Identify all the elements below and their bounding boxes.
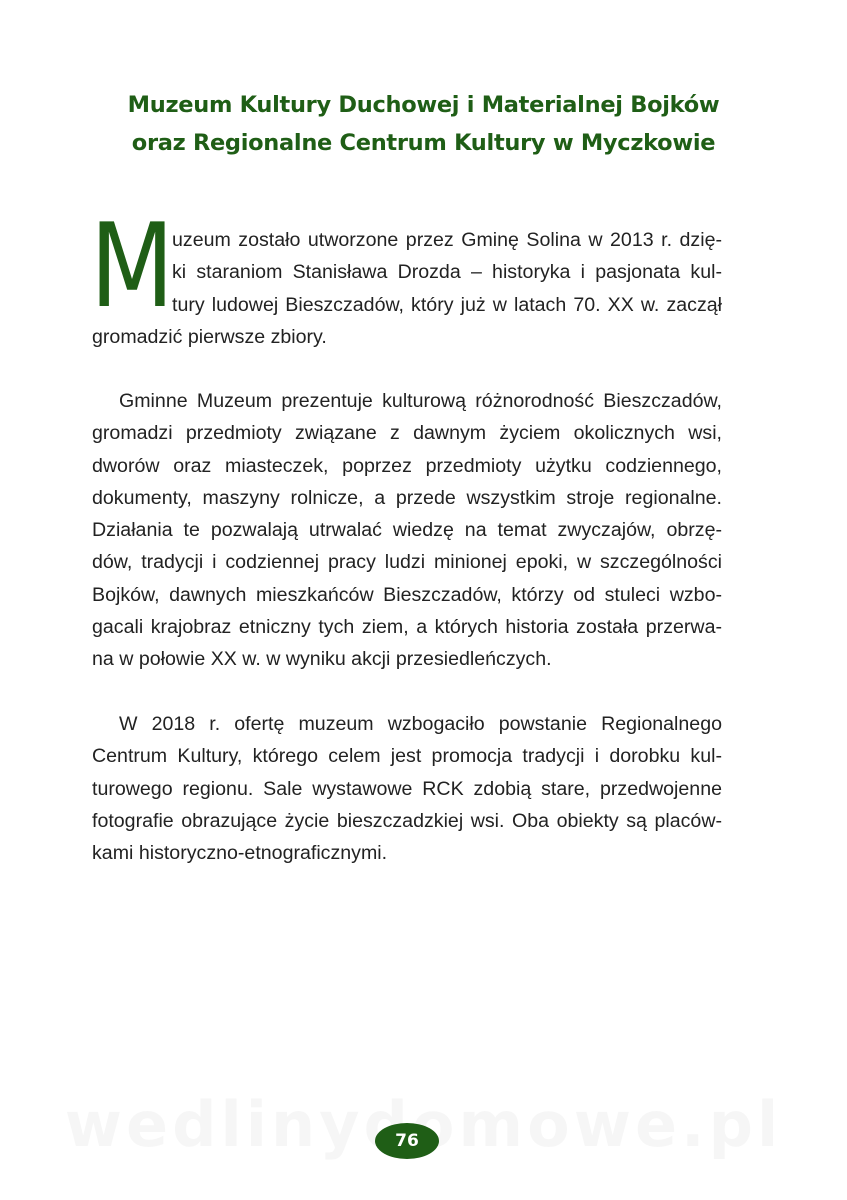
text-line: gromadzi przedmioty związane z dawnym życiem okolicznych wsi, bbox=[92, 422, 722, 445]
text-line: Centrum Kultury, którego celem jest promocja tradycji i dorobku kul- bbox=[92, 745, 722, 768]
text-line: na w połowie XX w. w wyniku akcji przesiedleńczych. bbox=[92, 648, 552, 671]
drop-cap: M bbox=[90, 199, 175, 334]
paragraph-intro bbox=[92, 224, 722, 353]
text-line: Bojków, dawnych mieszkańców Bieszczadów, którzy od stuleci wzbo- bbox=[92, 583, 722, 606]
text-line: W 2018 r. ofertę muzeum wzbogaciło powstanie Regionalnego bbox=[119, 713, 722, 735]
page-title bbox=[60, 86, 787, 162]
text-line: gacali krajobraz etniczny tych ziem, a których historia została przerwa- bbox=[92, 616, 722, 639]
text-line: Działania te pozwalają utrwalać wiedzę na temat zwyczajów, obrzę- bbox=[92, 519, 722, 542]
text-line: kami historyczno-etnograficznymi. bbox=[92, 842, 388, 865]
text-line: Gminne Muzeum prezentuje kulturową różnorodność Bieszczadów, bbox=[119, 390, 722, 412]
text-line: uzeum zostało utworzone przez Gminę Solina w 2013 r. dzię- bbox=[172, 229, 722, 251]
text-line: fotografie obrazujące życie bieszczadzkiej wsi. Oba obiekty są placów- bbox=[92, 809, 722, 832]
text-line: ki staraniom Stanisława Drozda – historyka i pasjonata kul- bbox=[172, 261, 722, 284]
title-line-1: Muzeum Kultury Duchowej i Materialnej Bojków bbox=[127, 92, 720, 118]
text-line: dworów oraz miasteczek, poprzez przedmioty użytku codziennego, bbox=[92, 454, 722, 477]
text-line: tury ludowej Bieszczadów, który już w latach 70. XX w. zaczął bbox=[172, 293, 722, 316]
title-line-2: oraz Regionalne Centrum Kultury w Myczkowie bbox=[131, 130, 716, 156]
paragraph-museum bbox=[92, 385, 722, 676]
text-line: turowego regionu. Sale wystawowe RCK zdobią stare, przedwojenne bbox=[92, 777, 722, 800]
text-line: gromadzić pierwsze zbiory. bbox=[92, 325, 327, 348]
page-number-badge: 76 bbox=[375, 1123, 439, 1159]
text-line: dów, tradycji i codziennej pracy ludzi minionej epoki, w szczególności bbox=[92, 551, 722, 574]
paragraph-rck bbox=[92, 708, 722, 869]
text-line: dokumenty, maszyny rolnicze, a przede wszystkim stroje regionalne. bbox=[92, 486, 722, 509]
